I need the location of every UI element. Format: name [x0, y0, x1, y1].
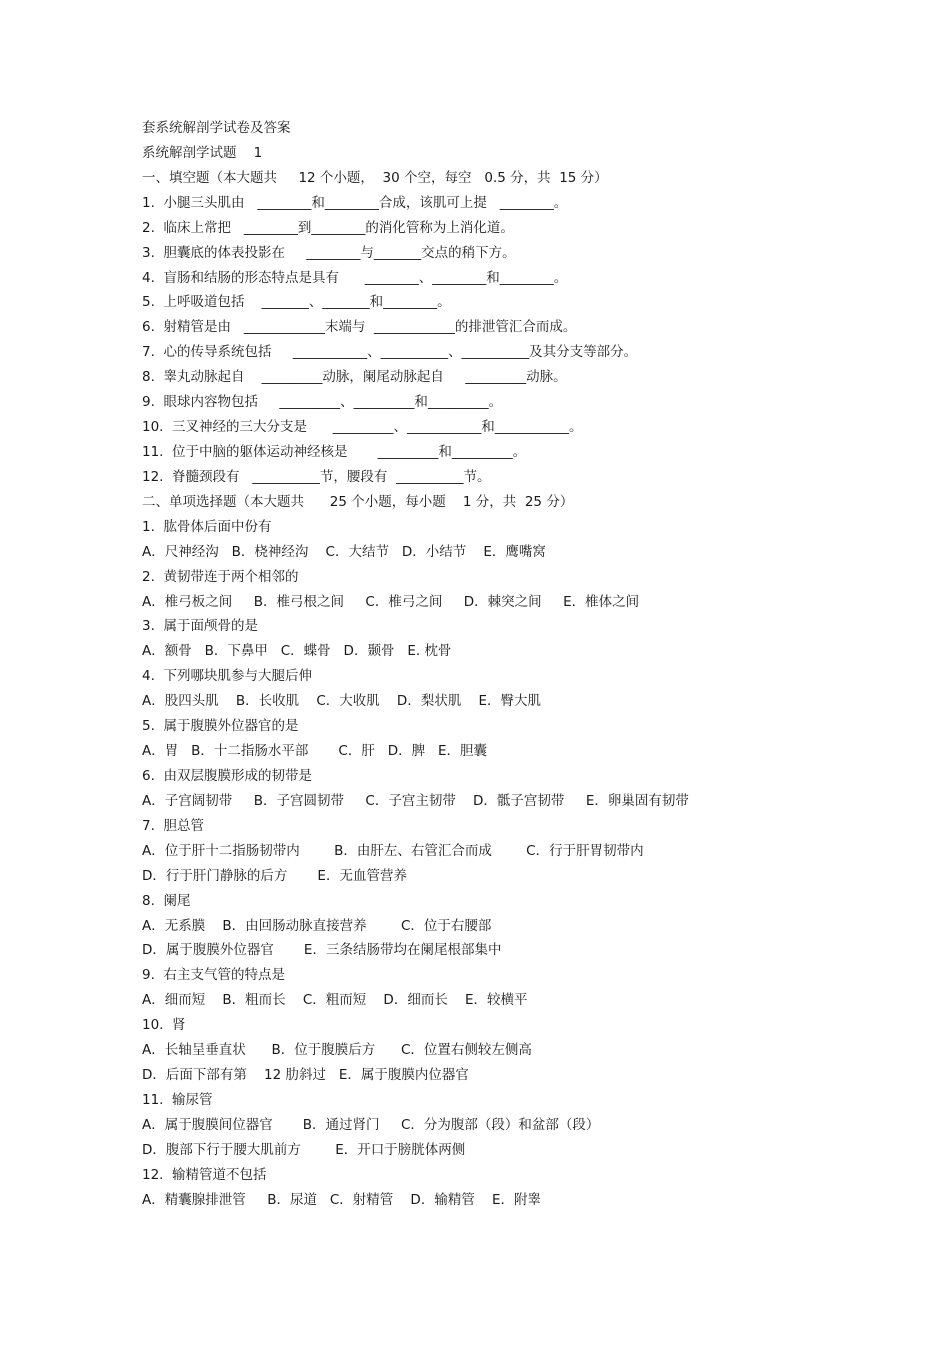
fill-in-question-list	[142, 191, 822, 490]
choice-question-list	[142, 515, 822, 1213]
choice-question: 8. 阑尾	[142, 892, 191, 909]
choice-options: A．位于肝十二指肠韧带内 B．由肝左、右管汇合而成 C．行于肝胃韧带内	[142, 842, 644, 859]
choice-options: D．腹部下行于腰大肌前方 E．开口于膀胱体两侧	[142, 1141, 466, 1158]
document-subtitle: 系统解剖学试题 1	[142, 144, 263, 161]
choice-options: D．行于肝门静脉的后方 E．无血管营养	[142, 867, 407, 884]
document-title: 套系统解剖学试卷及答案	[142, 120, 291, 136]
choice-question: 7. 胆总管	[142, 817, 204, 834]
fill-in-question: 12. 脊髓颈段有 __________节，腰段有 __________节。	[142, 468, 491, 485]
choice-options: A．额骨 B．下鼻甲 C．蝶骨 D．颞骨 E. 枕骨	[142, 643, 452, 660]
choice-options: A．精囊腺排泄管 B．尿道 C．射精管 D．输精管 E．附睾	[142, 1191, 542, 1208]
fill-in-question: 2. 临床上常把 ________到________的消化管称为上消化道。	[142, 219, 514, 236]
choice-question: 3. 属于面颅骨的是	[142, 618, 258, 635]
section-heading-single-choice: 二、单项选择题（本大题共 25 个小题，每小题 1 分，共 25 分）	[142, 493, 574, 510]
choice-question: 9. 右主支气管的特点是	[142, 967, 285, 984]
choice-question: 11. 输尿管	[142, 1091, 213, 1108]
choice-question: 12. 输精管道不包括	[142, 1166, 267, 1183]
fill-in-question: 7. 心的传导系统包括 ___________、__________、__________及其分支等部分。	[142, 344, 638, 361]
choice-question: 1. 肱骨体后面中份有	[142, 518, 272, 535]
choice-options: A．长轴呈垂直状 B．位于腹膜后方 C．位置右侧较左侧高	[142, 1042, 532, 1059]
choice-options: A．尺神经沟 B．桡神经沟 C．大结节 D．小结节 E．鹰嘴窝	[142, 543, 546, 560]
choice-options: A．属于腹膜间位器官 B．通过肾门 C．分为腹部（段）和盆部（段）	[142, 1116, 600, 1133]
choice-options: A．无系膜 B．由回肠动脉直接营养 C．位于右腰部	[142, 917, 492, 934]
fill-in-question: 4. 盲肠和结肠的形态特点是具有 ________、________和________。	[142, 269, 568, 286]
choice-question: 5. 属于腹膜外位器官的是	[142, 718, 299, 735]
fill-in-question: 3. 胆囊底的体表投影在 ________与_______交点的稍下方。	[142, 244, 516, 261]
fill-in-question: 8. 睾丸动脉起自 _________动脉，阑尾动脉起自 _________动脉。	[142, 369, 567, 386]
choice-options: A．椎弓板之间 B．椎弓根之间 C．椎弓之间 D．棘突之间 E．椎体之间	[142, 593, 640, 610]
choice-question: 4. 下列哪块肌参与大腿后伸	[142, 668, 312, 685]
exam-content	[142, 116, 822, 1213]
choice-options: A．股四头肌 B．长收肌 C．大收肌 D．梨状肌 E．臀大肌	[142, 693, 542, 710]
choice-question: 10. 肾	[142, 1017, 186, 1034]
choice-options: A．胃 B．十二指肠水平部 C．肝 D．脾 E．胆囊	[142, 743, 488, 760]
section-heading-fill-in: 一、填空题（本大题共 12 个小题， 30 个空，每空 0.5 分，共 15 分）	[142, 169, 608, 186]
choice-question: 6. 由双层腹膜形成的韧带是	[142, 767, 312, 784]
fill-in-question: 5. 上呼吸道包括 _______、_______和________。	[142, 294, 451, 311]
fill-in-question: 11. 位于中脑的躯体运动神经核是 _________和_________。	[142, 443, 527, 460]
choice-options: A．细而短 B．粗而长 C．粗而短 D．细而长 E．较横平	[142, 992, 528, 1009]
choice-options: D．属于腹膜外位器官 E．三条结肠带均在阑尾根部集中	[142, 942, 502, 959]
choice-options: A．子宫阔韧带 B．子宫圆韧带 C．子宫主韧带 D．骶子宫韧带 E．卵巢固有韧带	[142, 792, 689, 809]
fill-in-question: 1. 小腿三头肌由 ________和________合成，该肌可上提 ________。	[142, 194, 568, 211]
choice-question: 2. 黄韧带连于两个相邻的	[142, 568, 299, 585]
fill-in-question: 6. 射精管是由 ____________末端与 ____________的排泄管汇合而成。	[142, 319, 577, 336]
choice-options: D．后面下部有第 12 肋斜过 E．属于腹膜内位器官	[142, 1067, 469, 1084]
fill-in-question: 9. 眼球内容物包括 _________、_________和_________。	[142, 394, 503, 411]
fill-in-question: 10. 三叉神经的三大分支是 _________、___________和___________。	[142, 419, 583, 436]
